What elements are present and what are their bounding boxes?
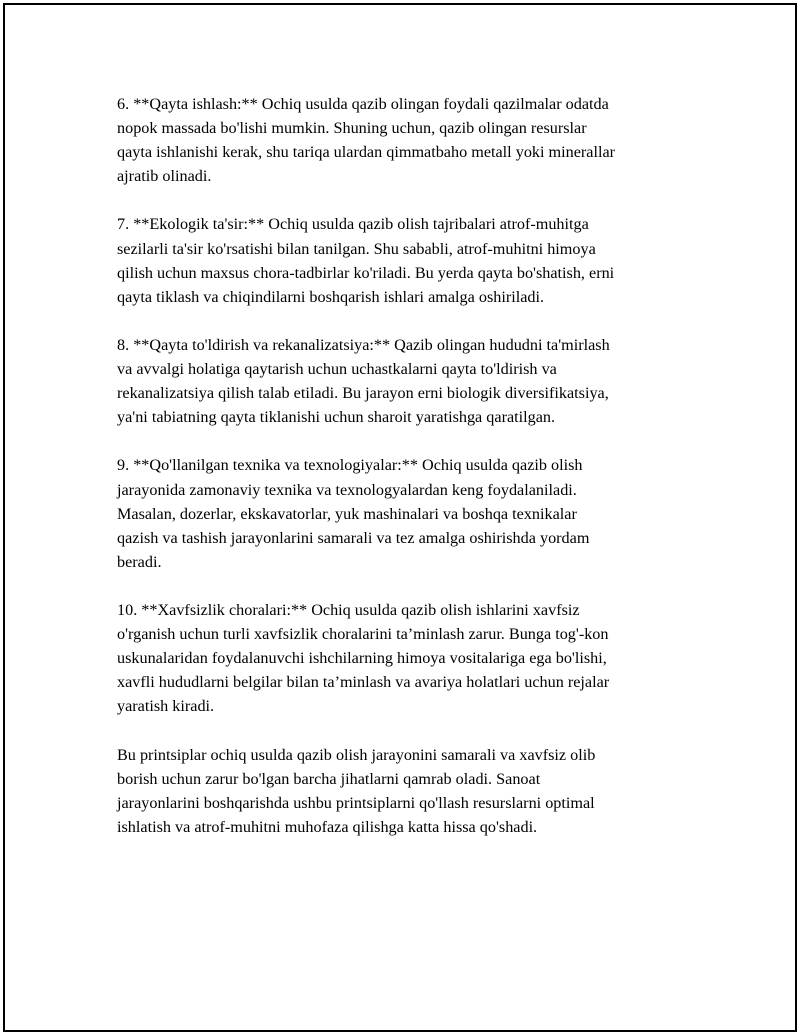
paragraph bbox=[117, 212, 697, 308]
paragraph bbox=[117, 598, 697, 718]
text-line: ya'ni tabiatning qayta tiklanishi uchun sharoit yaratishga qaratilgan. bbox=[117, 408, 556, 427]
text-line: jarayonlarini boshqarishda ushbu printsiplarni qo'llash resurslarni optimal bbox=[117, 793, 595, 812]
text-line: qazish va tashish jarayonlarini samarali va tez amalga oshirishda yordam bbox=[117, 528, 590, 547]
text-line: 9. **Qo'llanilgan texnika va texnologiyalar:** Ochiq usulda qazib olish bbox=[117, 456, 583, 475]
document-body bbox=[117, 92, 697, 863]
text-line: rekanalizatsiya qilish talab etiladi. Bu jarayon erni biologik diversifikatsiya, bbox=[117, 384, 609, 403]
paragraph bbox=[117, 743, 697, 839]
text-line: Masalan, dozerlar, ekskavatorlar, yuk mashinalari va boshqa texnikalar bbox=[117, 504, 577, 523]
text-line: 10. **Xavfsizlik choralari:** Ochiq usulda qazib olish ishlarini xavfsiz bbox=[117, 600, 580, 619]
text-line: yaratish kiradi. bbox=[117, 697, 215, 716]
paragraph bbox=[117, 333, 697, 429]
text-line: va avvalgi holatiga qaytarish uchun uchastkalarni qayta to'ldirish va bbox=[117, 360, 557, 379]
text-line: beradi. bbox=[117, 552, 162, 571]
text-line: 7. **Ekologik ta'sir:** Ochiq usulda qazib olish tajribalari atrof-muhitga bbox=[117, 215, 589, 234]
text-line: jarayonida zamonaviy texnika va texnologyalardan keng foydalaniladi. bbox=[117, 480, 577, 499]
text-line: 8. **Qayta to'ldirish va rekanalizatsiya:** Qazib olingan hududni ta'mirlash bbox=[117, 335, 610, 354]
text-line: qayta ishlanishi kerak, shu tariqa ulardan qimmatbaho metall yoki minerallar bbox=[117, 143, 616, 162]
text-line: uskunalaridan foydalanuvchi ishchilarning himoya vositalariga ega bo'lishi, bbox=[117, 649, 607, 668]
text-line: nopok massada bo'lishi mumkin. Shuning uchun, qazib olingan resurslar bbox=[117, 119, 587, 138]
text-line: borish uchun zarur bo'lgan barcha jihatlarni qamrab oladi. Sanoat bbox=[117, 769, 541, 788]
text-line: qayta tiklash va chiqindilarni boshqarish ishlari amalga oshiriladi. bbox=[117, 287, 545, 306]
text-line: qilish uchun maxsus chora-tadbirlar ko'riladi. Bu yerda qayta bo'shatish, erni bbox=[117, 263, 615, 282]
text-line: ishlatish va atrof-muhitni muhofaza qilishga katta hissa qo'shadi. bbox=[117, 817, 538, 836]
text-line: xavfli hududlarni belgilar bilan ta’minlash va avariya holatlari uchun rejalar bbox=[117, 673, 610, 692]
text-line: sezilarli ta'sir ko'rsatishi bilan tanilgan. Shu sababli, atrof-muhitni himoya bbox=[117, 239, 596, 258]
paragraph bbox=[117, 453, 697, 573]
text-line: ajratib olinadi. bbox=[117, 167, 212, 186]
text-line: Bu printsiplar ochiq usulda qazib olish jarayonini samarali va xavfsiz olib bbox=[117, 745, 596, 764]
text-line: o'rganish uchun turli xavfsizlik choralarini ta’minlash zarur. Bunga tog'-kon bbox=[117, 625, 609, 644]
text-line: 6. **Qayta ishlash:** Ochiq usulda qazib olingan foydali qazilmalar odatda bbox=[117, 95, 609, 113]
paragraph bbox=[117, 92, 697, 188]
